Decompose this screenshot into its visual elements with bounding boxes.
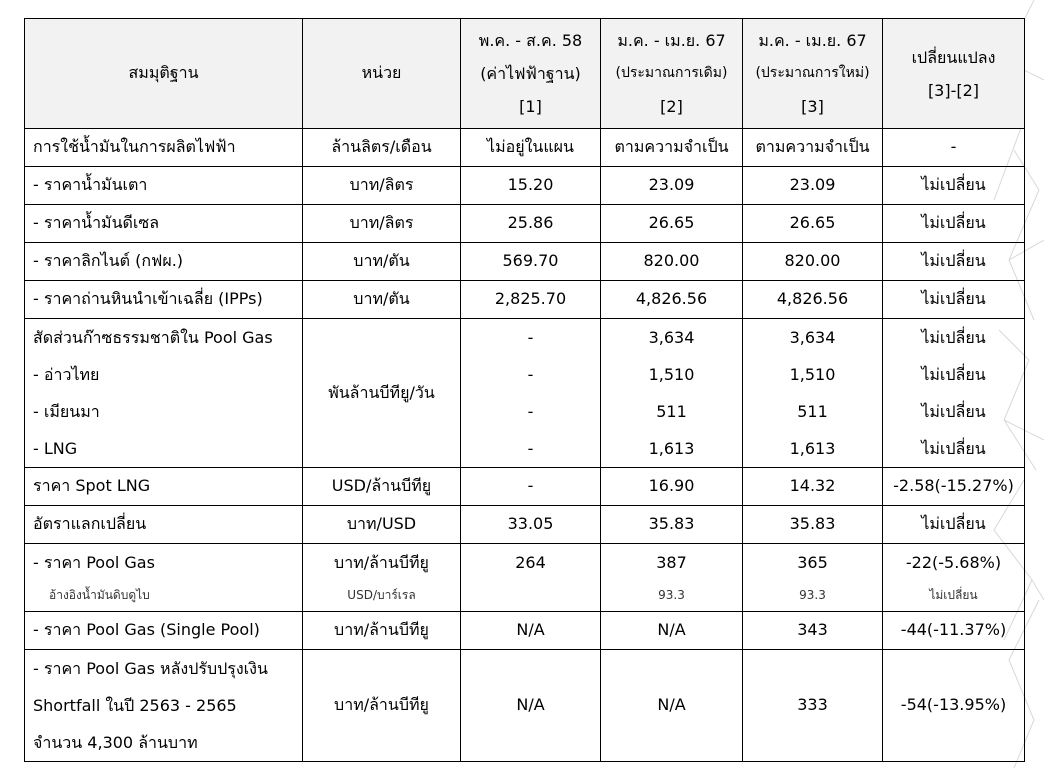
table-row xyxy=(25,167,1025,205)
header-original-estimate: ม.ค. - เม.ย. 67 (ประมาณการเดิม) [2] xyxy=(601,19,743,129)
header-assumption: สมมุติฐาน xyxy=(25,19,303,129)
row-new: 365 93.3 xyxy=(743,544,883,612)
row-label: - ราคาน้ำมันเตา xyxy=(25,167,303,205)
row-new: 343 xyxy=(743,612,883,650)
row-label: - ราคาน้ำมันดีเซล xyxy=(25,205,303,243)
row-base: 15.20 xyxy=(461,167,601,205)
row-change: -44(-11.37%) xyxy=(883,612,1025,650)
row-unit: บาท/ล้านบีทียู xyxy=(303,650,461,762)
row-orig: 3,634 1,510 511 1,613 xyxy=(601,319,743,468)
row-change: ไม่เปลี่ยน ไม่เปลี่ยน ไม่เปลี่ยน ไม่เปลี่ยน xyxy=(883,319,1025,468)
row-change: ไม่เปลี่ยน xyxy=(883,243,1025,281)
row-new: 35.83 xyxy=(743,506,883,544)
header-row xyxy=(25,19,1025,129)
row-base: N/A xyxy=(461,612,601,650)
row-orig: N/A xyxy=(601,650,743,762)
row-unit: บาท/USD xyxy=(303,506,461,544)
row-unit: ล้านลิตร/เดือน xyxy=(303,129,461,167)
row-new: 26.65 xyxy=(743,205,883,243)
table-row-shortfall xyxy=(25,650,1025,762)
row-label: อัตราแลกเปลี่ยน xyxy=(25,506,303,544)
header-new-estimate: ม.ค. - เม.ย. 67 (ประมาณการใหม่) [3] xyxy=(743,19,883,129)
row-label: - ราคา Pool Gas อ้างอิงน้ำมันดิบดูไบ xyxy=(25,544,303,612)
assumptions-table xyxy=(24,18,1025,762)
row-change: ไม่เปลี่ยน xyxy=(883,506,1025,544)
row-change: ไม่เปลี่ยน xyxy=(883,281,1025,319)
row-new: 4,826.56 xyxy=(743,281,883,319)
header-unit: หน่วย xyxy=(303,19,461,129)
row-label: - ราคาลิกไนต์ (กฟผ.) xyxy=(25,243,303,281)
row-unit: USD/ล้านบีทียู xyxy=(303,468,461,506)
row-orig: N/A xyxy=(601,612,743,650)
row-orig: 26.65 xyxy=(601,205,743,243)
row-unit: บาท/ล้านบีทียู USD/บาร์เรล xyxy=(303,544,461,612)
table-row xyxy=(25,243,1025,281)
row-orig: ตามความจำเป็น xyxy=(601,129,743,167)
row-label: - ราคา Pool Gas (Single Pool) xyxy=(25,612,303,650)
row-base: - xyxy=(461,468,601,506)
row-base: 25.86 xyxy=(461,205,601,243)
table-row xyxy=(25,205,1025,243)
row-base: 33.05 xyxy=(461,506,601,544)
row-base: ไม่อยู่ในแผน xyxy=(461,129,601,167)
row-base: 264 xyxy=(461,544,601,612)
row-label: สัดส่วนก๊าซธรรมชาติใน Pool Gas - อ่าวไทย - เมียนมา - LNG xyxy=(25,319,303,468)
table-row xyxy=(25,506,1025,544)
row-change: -22(-5.68%) ไม่เปลี่ยน xyxy=(883,544,1025,612)
row-orig: 387 93.3 xyxy=(601,544,743,612)
row-unit: บาท/ลิตร xyxy=(303,167,461,205)
row-new: 333 xyxy=(743,650,883,762)
row-orig: 16.90 xyxy=(601,468,743,506)
row-change: -2.58(-15.27%) xyxy=(883,468,1025,506)
row-unit: บาท/ลิตร xyxy=(303,205,461,243)
row-change: ไม่เปลี่ยน xyxy=(883,167,1025,205)
row-new: 23.09 xyxy=(743,167,883,205)
header-change: เปลี่ยนแปลง [3]-[2] xyxy=(883,19,1025,129)
row-unit: บาท/ล้านบีทียู xyxy=(303,612,461,650)
row-base: N/A xyxy=(461,650,601,762)
row-new: 14.32 xyxy=(743,468,883,506)
row-new: 3,634 1,510 511 1,613 xyxy=(743,319,883,468)
row-base: 569.70 xyxy=(461,243,601,281)
row-unit: บาท/ตัน xyxy=(303,281,461,319)
table-row xyxy=(25,129,1025,167)
row-orig: 820.00 xyxy=(601,243,743,281)
row-label: - ราคา Pool Gas หลังปรับปรุงเงิน Shortfall ในปี 2563 - 2565 จำนวน 4,300 ล้านบาท xyxy=(25,650,303,762)
row-base: - - - - xyxy=(461,319,601,468)
row-label: ราคา Spot LNG xyxy=(25,468,303,506)
row-orig: 35.83 xyxy=(601,506,743,544)
row-new: ตามความจำเป็น xyxy=(743,129,883,167)
table-row xyxy=(25,281,1025,319)
row-change: ไม่เปลี่ยน xyxy=(883,205,1025,243)
row-change: - xyxy=(883,129,1025,167)
table-row xyxy=(25,468,1025,506)
row-base: 2,825.70 xyxy=(461,281,601,319)
header-base: พ.ค. - ส.ค. 58 (ค่าไฟฟ้าฐาน) [1] xyxy=(461,19,601,129)
row-change: -54(-13.95%) xyxy=(883,650,1025,762)
table-row xyxy=(25,612,1025,650)
row-unit: บาท/ตัน xyxy=(303,243,461,281)
row-new: 820.00 xyxy=(743,243,883,281)
row-orig: 23.09 xyxy=(601,167,743,205)
row-label: การใช้น้ำมันในการผลิตไฟฟ้า xyxy=(25,129,303,167)
table-row-pool-gas-price xyxy=(25,544,1025,612)
table-row-pool-gas-share xyxy=(25,319,1025,468)
row-label: - ราคาถ่านหินนำเข้าเฉลี่ย (IPPs) xyxy=(25,281,303,319)
row-orig: 4,826.56 xyxy=(601,281,743,319)
row-unit: พันล้านบีทียู/วัน xyxy=(303,319,461,468)
